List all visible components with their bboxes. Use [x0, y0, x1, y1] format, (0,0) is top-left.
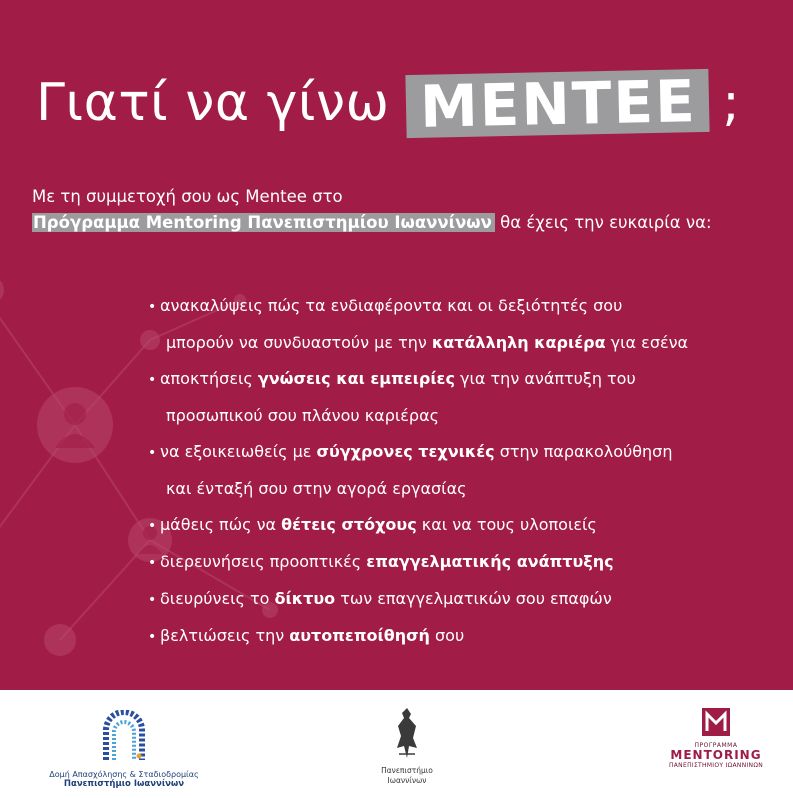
page-title	[36, 58, 740, 148]
bullet-icon: •	[148, 518, 157, 534]
highlight-text: αυτοπεποίθησή	[289, 626, 430, 645]
intro-paragraph	[32, 184, 772, 236]
bullet-icon: •	[148, 372, 157, 388]
mentoring-university: ΠΑΝΕΠΙΣΤΗΜΙΟΥ ΙΩΑΝΝΙΝΩΝ	[668, 762, 764, 769]
title-prefix: Γιατί να γίνω	[36, 73, 390, 133]
list-item: • βελτιώσεις την αυτοπεποίθησή σου	[148, 618, 778, 655]
list-item: • διευρύνεις το δίκτυο των επαγγελματικών σου επαφών	[148, 581, 778, 618]
highlight-text: επαγγελματικής ανάπτυξης	[366, 552, 614, 571]
title-highlight-mentee: MENTEE	[405, 68, 709, 137]
list-item: • διερευνήσεις προοπτικές επαγγελματικής ανάπτυξης	[148, 544, 778, 581]
list-item-continuation: προσωπικού σου πλάνου καριέρας	[166, 406, 440, 425]
program-name-highlight: Πρόγραμμα Mentoring Πανεπιστημίου Ιωαννίνων	[32, 213, 495, 232]
bullet-icon: •	[148, 555, 157, 571]
university-logo	[372, 704, 442, 786]
list-item: • να εξοικειωθείς με σύγχρονες τεχνικές στην παρακολούθηση και ένταξή σου στην αγορά εργασίας	[148, 434, 778, 507]
list-item-continuation: μπορούν να συνδυαστούν με την κατάλληλη καριέρα για εσένα	[166, 333, 689, 352]
intro-line-1: Με τη συμμετοχή σου ως Mentee στο	[32, 187, 343, 206]
university-name-line-1: Πανεπιστήμιο	[381, 766, 433, 775]
benefits-list	[148, 288, 778, 655]
intro-line-2	[32, 210, 772, 236]
list-item: • αποκτήσεις γνώσεις και εμπειρίες για την ανάπτυξη του προσωπικού σου πλάνου καριέρας	[148, 361, 778, 434]
mentoring-logo	[662, 708, 770, 769]
highlight-text: θέτεις στόχους	[281, 515, 417, 534]
mentoring-program-label: ΠΡΟΓΡΑΜΜΑ	[694, 742, 738, 749]
logo-footer	[0, 690, 793, 798]
bullet-icon: •	[148, 592, 157, 608]
intro-line-2-rest: θα έχεις την ευκαιρία να:	[500, 213, 712, 232]
highlight-text: κατάλληλη καριέρα	[431, 333, 606, 352]
title-question-mark: ;	[722, 73, 740, 133]
dasta-name: Δομή Απασχόλησης & Σταδιοδρομίας	[49, 770, 199, 779]
university-name-line-2: Ιωαννίνων	[387, 776, 427, 785]
list-item: • μάθεις πώς να θέτεις στόχους και να τους υλοποιείς	[148, 507, 778, 544]
mentoring-title: MENTORING	[670, 748, 762, 762]
bullet-icon: •	[148, 629, 157, 645]
dasta-arch-icon	[101, 710, 147, 762]
highlight-text: δίκτυο	[274, 589, 336, 608]
eagle-emblem-icon	[390, 704, 424, 762]
bullet-icon: •	[148, 445, 157, 461]
bullet-icon: •	[148, 299, 157, 315]
list-item: • ανακαλύψεις πώς τα ενδιαφέροντα και οι δεξιότητές σου μπορούν να συνδυαστούν με την κατάλληλη καριέρα για εσένα	[148, 288, 778, 361]
dasta-university: Πανεπιστήμιο Ιωαννίνων	[63, 779, 185, 789]
list-item-continuation: και ένταξή σου στην αγορά εργασίας	[166, 479, 467, 498]
highlight-text: γνώσεις και εμπειρίες	[257, 369, 455, 388]
mentoring-m-icon	[702, 708, 730, 736]
highlight-text: σύγχρονες τεχνικές	[316, 442, 495, 461]
dasta-logo	[44, 710, 204, 789]
